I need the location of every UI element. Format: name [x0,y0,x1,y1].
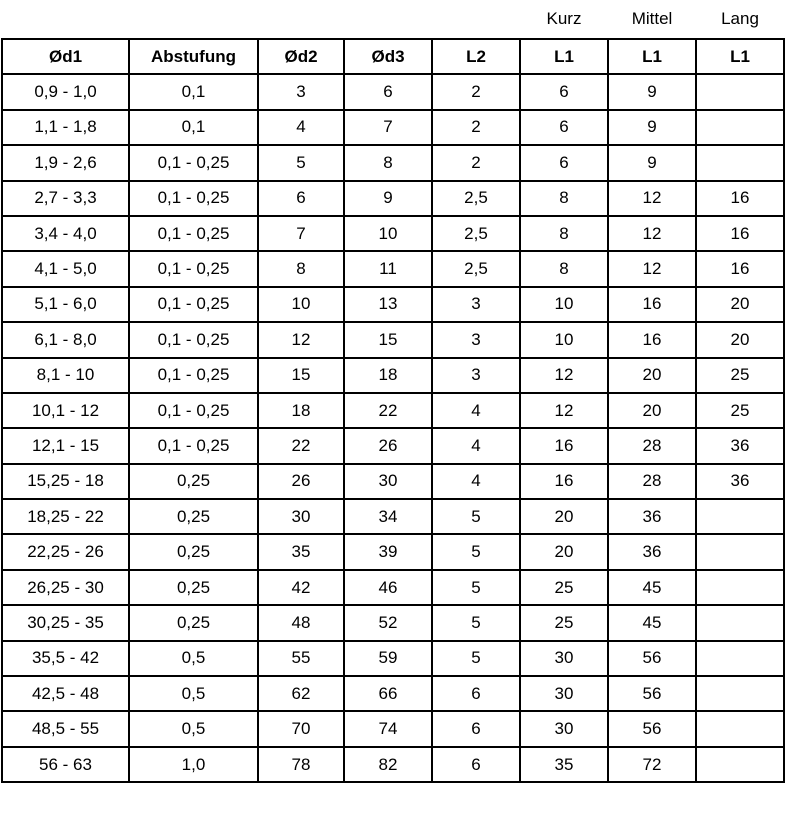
cell-l1-kurz: 25 [520,605,608,640]
table-row [2,393,784,428]
cell-l1-mittel: 56 [608,641,696,676]
cell-l1-kurz: 20 [520,499,608,534]
cell-d2: 5 [258,145,344,180]
cell-l2: 6 [432,676,520,711]
cell-d3: 34 [344,499,432,534]
cell-d3: 7 [344,110,432,145]
cell-l1-kurz: 12 [520,393,608,428]
cell-l1-lang: 36 [696,428,784,463]
cell-d3: 9 [344,181,432,216]
cell-d2: 42 [258,570,344,605]
cell-d2: 18 [258,393,344,428]
cell-l1-mittel: 45 [608,570,696,605]
cell-d1: 1,9 - 2,6 [2,145,129,180]
cell-d2: 3 [258,74,344,109]
cell-abstufung: 0,1 - 0,25 [129,287,258,322]
cell-abstufung: 0,5 [129,641,258,676]
table-row [2,747,784,782]
cell-d3: 59 [344,641,432,676]
table-row [2,534,784,569]
cell-l1-lang: 36 [696,464,784,499]
cell-l1-mittel: 56 [608,676,696,711]
cell-abstufung: 0,25 [129,605,258,640]
cell-d3: 82 [344,747,432,782]
cell-l1-mittel: 45 [608,605,696,640]
cell-l1-mittel: 9 [608,145,696,180]
cell-l1-mittel: 56 [608,711,696,746]
cell-l1-kurz: 8 [520,181,608,216]
cell-abstufung: 0,25 [129,570,258,605]
cell-d1: 6,1 - 8,0 [2,322,129,357]
cell-l2: 6 [432,747,520,782]
cell-abstufung: 0,1 - 0,25 [129,145,258,180]
cell-d1: 56 - 63 [2,747,129,782]
header-d3: Ød3 [344,39,432,74]
cell-l2: 2 [432,74,520,109]
cell-d3: 74 [344,711,432,746]
table-row [2,110,784,145]
cell-d1: 22,25 - 26 [2,534,129,569]
table-row [2,676,784,711]
cell-d2: 35 [258,534,344,569]
header-d1: Ød1 [2,39,129,74]
table-row [2,287,784,322]
cell-d3: 46 [344,570,432,605]
cell-l1-lang: 20 [696,322,784,357]
cell-d2: 7 [258,216,344,251]
cell-l1-lang [696,110,784,145]
cell-l1-lang: 25 [696,358,784,393]
cell-l2: 2,5 [432,251,520,286]
cell-d1: 4,1 - 5,0 [2,251,129,286]
table-header-row [2,39,784,74]
cell-l1-mittel: 36 [608,499,696,534]
cell-l1-lang [696,499,784,534]
cell-l1-lang [696,747,784,782]
cell-l1-lang [696,711,784,746]
cell-l1-lang [696,534,784,569]
cell-d2: 12 [258,322,344,357]
cell-d1: 0,9 - 1,0 [2,74,129,109]
cell-l2: 5 [432,534,520,569]
cell-d2: 15 [258,358,344,393]
cell-l1-kurz: 8 [520,216,608,251]
cell-l1-kurz: 10 [520,322,608,357]
cell-d1: 15,25 - 18 [2,464,129,499]
cell-l2: 2,5 [432,181,520,216]
cell-l1-mittel: 16 [608,322,696,357]
cell-d3: 6 [344,74,432,109]
cell-l1-kurz: 6 [520,74,608,109]
cell-d1: 12,1 - 15 [2,428,129,463]
cell-l1-lang: 20 [696,287,784,322]
cell-d3: 10 [344,216,432,251]
cell-l2: 5 [432,605,520,640]
variant-label-kurz: Kurz [546,9,582,28]
table-row [2,358,784,393]
cell-l1-mittel: 9 [608,74,696,109]
table-row [2,322,784,357]
table-row [2,499,784,534]
cell-d3: 11 [344,251,432,286]
cell-l1-kurz: 12 [520,358,608,393]
cell-abstufung: 0,1 - 0,25 [129,322,258,357]
table-body [2,74,784,782]
cell-abstufung: 0,1 - 0,25 [129,251,258,286]
cell-abstufung: 0,5 [129,676,258,711]
cell-l1-lang: 16 [696,251,784,286]
cell-d2: 26 [258,464,344,499]
cell-l1-kurz: 20 [520,534,608,569]
cell-l1-kurz: 30 [520,711,608,746]
cell-l2: 4 [432,464,520,499]
cell-l1-lang [696,74,784,109]
cell-d1: 5,1 - 6,0 [2,287,129,322]
cell-d1: 2,7 - 3,3 [2,181,129,216]
header-l1-kurz: L1 [520,39,608,74]
table-row [2,711,784,746]
cell-l2: 3 [432,322,520,357]
cell-d3: 15 [344,322,432,357]
cell-l1-mittel: 28 [608,428,696,463]
cell-l1-mittel: 9 [608,110,696,145]
cell-abstufung: 0,25 [129,464,258,499]
cell-d2: 70 [258,711,344,746]
table-row [2,251,784,286]
cell-d1: 10,1 - 12 [2,393,129,428]
cell-d3: 52 [344,605,432,640]
cell-abstufung: 0,1 - 0,25 [129,358,258,393]
cell-l1-kurz: 10 [520,287,608,322]
cell-l1-kurz: 8 [520,251,608,286]
cell-l1-kurz: 30 [520,676,608,711]
cell-abstufung: 0,1 - 0,25 [129,393,258,428]
table-row [2,641,784,676]
header-d2: Ød2 [258,39,344,74]
cell-l1-mittel: 36 [608,534,696,569]
cell-d1: 35,5 - 42 [2,641,129,676]
cell-l1-lang [696,145,784,180]
variant-label-mittel: Mittel [631,9,673,28]
header-l2: L2 [432,39,520,74]
cell-abstufung: 0,1 - 0,25 [129,216,258,251]
cell-l1-mittel: 72 [608,747,696,782]
cell-l2: 5 [432,641,520,676]
cell-l1-lang [696,570,784,605]
table-row [2,216,784,251]
cell-abstufung: 0,25 [129,534,258,569]
cell-d2: 6 [258,181,344,216]
header-abstufung: Abstufung [129,39,258,74]
cell-l2: 2,5 [432,216,520,251]
cell-d3: 22 [344,393,432,428]
cell-d3: 8 [344,145,432,180]
cell-d2: 8 [258,251,344,286]
cell-d2: 30 [258,499,344,534]
cell-l1-mittel: 20 [608,393,696,428]
cell-d1: 3,4 - 4,0 [2,216,129,251]
cell-d1: 18,25 - 22 [2,499,129,534]
cell-d1: 48,5 - 55 [2,711,129,746]
cell-abstufung: 0,1 - 0,25 [129,428,258,463]
cell-l1-kurz: 6 [520,145,608,180]
cell-l2: 5 [432,499,520,534]
cell-l1-lang: 25 [696,393,784,428]
cell-l1-lang [696,641,784,676]
cell-l1-mittel: 12 [608,181,696,216]
cell-l1-lang: 16 [696,216,784,251]
cell-l1-mittel: 16 [608,287,696,322]
cell-l2: 2 [432,110,520,145]
cell-d2: 48 [258,605,344,640]
table-row [2,605,784,640]
cell-l1-kurz: 30 [520,641,608,676]
cell-l2: 5 [432,570,520,605]
cell-abstufung: 0,25 [129,499,258,534]
table-row [2,145,784,180]
cell-d1: 42,5 - 48 [2,676,129,711]
cell-d1: 26,25 - 30 [2,570,129,605]
table-row [2,428,784,463]
cell-l2: 2 [432,145,520,180]
variant-label-lang: Lang [721,9,759,28]
cell-d3: 39 [344,534,432,569]
cell-l2: 4 [432,393,520,428]
length-variant-labels [0,0,787,38]
cell-d3: 30 [344,464,432,499]
cell-abstufung: 0,5 [129,711,258,746]
cell-d3: 66 [344,676,432,711]
cell-l1-mittel: 20 [608,358,696,393]
cell-l1-mittel: 28 [608,464,696,499]
cell-l1-kurz: 25 [520,570,608,605]
cell-abstufung: 1,0 [129,747,258,782]
dimension-table [1,38,785,783]
cell-abstufung: 0,1 [129,110,258,145]
cell-l1-kurz: 35 [520,747,608,782]
cell-l1-lang [696,605,784,640]
cell-d1: 8,1 - 10 [2,358,129,393]
cell-l1-lang: 16 [696,181,784,216]
cell-l2: 3 [432,358,520,393]
cell-l1-kurz: 16 [520,428,608,463]
table-row [2,74,784,109]
header-l1-lang: L1 [696,39,784,74]
cell-d2: 4 [258,110,344,145]
cell-l1-mittel: 12 [608,251,696,286]
cell-d3: 26 [344,428,432,463]
cell-d2: 55 [258,641,344,676]
cell-abstufung: 0,1 [129,74,258,109]
cell-d2: 10 [258,287,344,322]
table-row [2,181,784,216]
cell-d3: 18 [344,358,432,393]
cell-d1: 1,1 - 1,8 [2,110,129,145]
cell-l2: 6 [432,711,520,746]
header-l1-mittel: L1 [608,39,696,74]
cell-d2: 78 [258,747,344,782]
table-row [2,464,784,499]
cell-d1: 30,25 - 35 [2,605,129,640]
cell-l2: 3 [432,287,520,322]
cell-d3: 13 [344,287,432,322]
cell-l1-kurz: 16 [520,464,608,499]
cell-l1-lang [696,676,784,711]
table-row [2,570,784,605]
cell-d2: 62 [258,676,344,711]
cell-l2: 4 [432,428,520,463]
cell-l1-mittel: 12 [608,216,696,251]
cell-l1-kurz: 6 [520,110,608,145]
cell-abstufung: 0,1 - 0,25 [129,181,258,216]
cell-d2: 22 [258,428,344,463]
